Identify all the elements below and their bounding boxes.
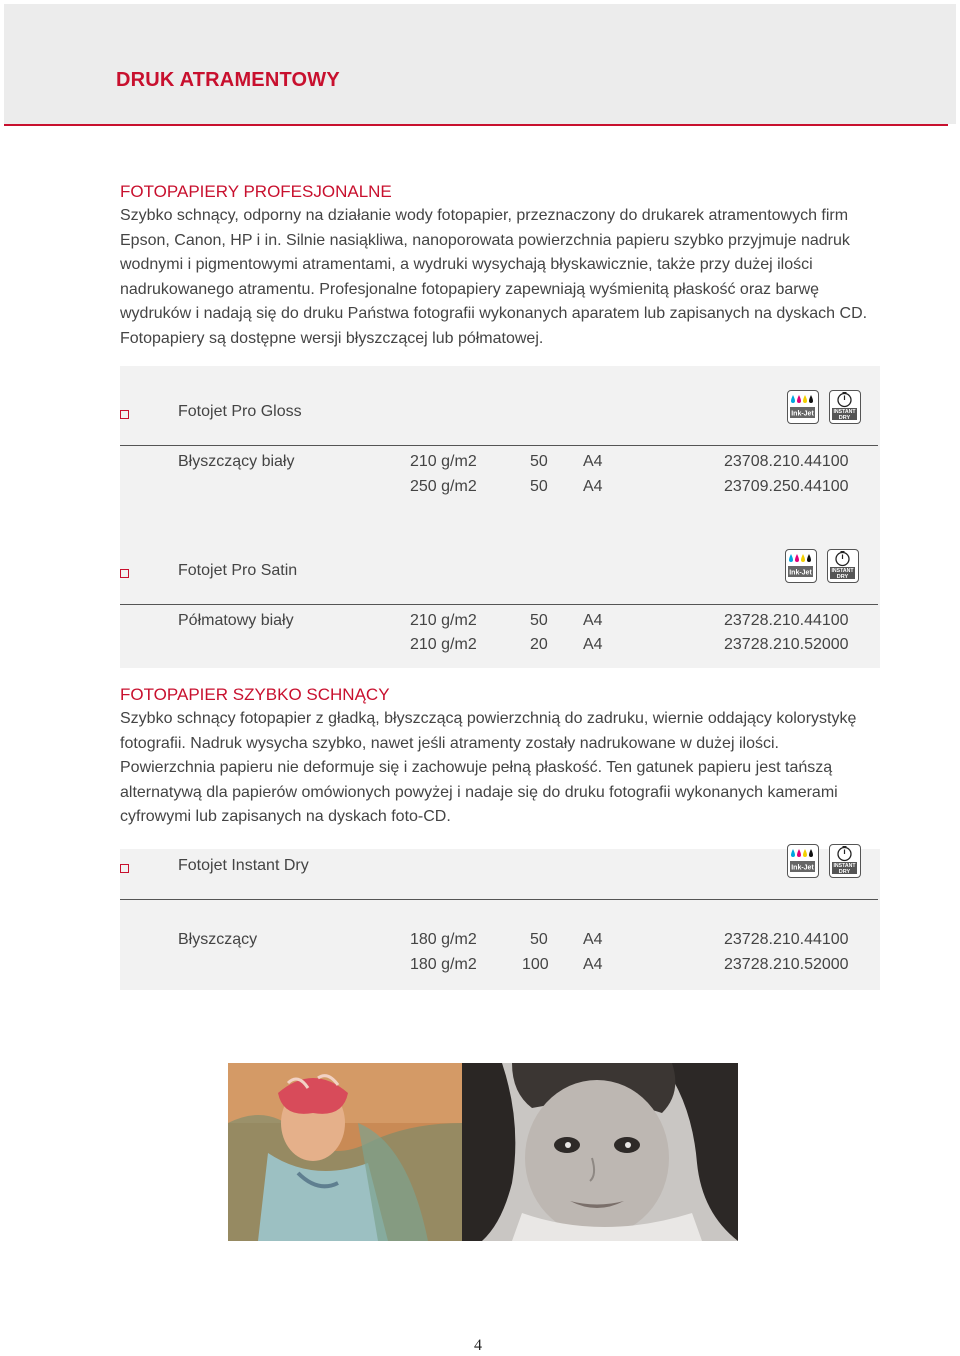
product-name: Fotojet Pro Satin bbox=[178, 562, 298, 579]
sheet-quantity: 100 bbox=[522, 956, 549, 973]
product-icons bbox=[787, 390, 861, 424]
svg-text:Ink-Jet: Ink-Jet bbox=[791, 864, 814, 872]
svg-text:Ink-Jet: Ink-Jet bbox=[789, 569, 812, 577]
table-row bbox=[120, 478, 880, 502]
product-icons bbox=[785, 549, 859, 583]
text-line: wodnymi i pigmentowymi atramentami, a wydruki wysychają błyskawicznie, także przy dużej ilości bbox=[120, 256, 813, 274]
instant-dry-icon bbox=[829, 390, 861, 424]
product-name: Fotojet Instant Dry bbox=[178, 857, 309, 874]
table-row bbox=[120, 956, 880, 980]
text-line: wydruków i nadają się do druku Państwa fotografii wykonanych aparatem lub zapisanych na dyskach CD. bbox=[120, 305, 868, 323]
sheet-quantity: 20 bbox=[530, 636, 548, 653]
text-line: alternatywą dla papierów omówionych powyżej i nadaje się do druku fotografii wykonanych kamerami bbox=[120, 783, 838, 801]
product-name: Fotojet Pro Gloss bbox=[178, 403, 302, 420]
inkjet-icon bbox=[785, 549, 817, 583]
section-title-quick-dry: FOTOPAPIER SZYBKO SCHNĄCY bbox=[120, 685, 390, 704]
product-code: 23728.210.44100 bbox=[724, 931, 849, 948]
product-code: 23709.250.44100 bbox=[724, 478, 849, 495]
paper-format: A4 bbox=[583, 636, 603, 653]
product-code: 23708.210.44100 bbox=[724, 453, 849, 470]
product-code: 23728.210.44100 bbox=[724, 612, 849, 629]
paper-type: Błyszczący biały bbox=[178, 453, 295, 470]
paper-weight: 180 g/m2 bbox=[410, 956, 477, 973]
paper-format: A4 bbox=[583, 956, 603, 973]
inkjet-icon bbox=[787, 390, 819, 424]
checkbox-icon[interactable] bbox=[120, 569, 129, 578]
sample-photo-portrait bbox=[462, 1063, 738, 1241]
sheet-quantity: 50 bbox=[530, 931, 548, 948]
svg-text:DRY: DRY bbox=[836, 574, 849, 580]
svg-text:INSTANT: INSTANT bbox=[833, 409, 856, 415]
header-band bbox=[4, 4, 956, 124]
paper-format: A4 bbox=[583, 453, 603, 470]
table-row bbox=[120, 636, 880, 660]
paper-format: A4 bbox=[583, 478, 603, 495]
text-line: nadrukowanego atramentu. Profesjonalne fotopapiery zapewniają wyśmienitą płaskość oraz barwę bbox=[120, 280, 820, 298]
checkbox-icon[interactable] bbox=[120, 410, 129, 419]
table-row bbox=[120, 453, 880, 477]
paper-weight: 210 g/m2 bbox=[410, 453, 477, 470]
product-code: 23728.210.52000 bbox=[724, 956, 849, 973]
svg-text:Ink-Jet: Ink-Jet bbox=[791, 410, 814, 418]
text-line: cyfrowymi lub zapisanych na dyskach foto-CD. bbox=[120, 808, 451, 826]
text-line: Epson, Canon, HP i in. Silnie nasiąkliwa, nanoporowata powierzchnia papieru szybko przyjmuje nadruk bbox=[120, 231, 850, 249]
sample-photo-watercolor bbox=[228, 1063, 462, 1241]
paper-format: A4 bbox=[583, 612, 603, 629]
instant-dry-icon bbox=[829, 844, 861, 878]
paper-weight: 210 g/m2 bbox=[410, 612, 477, 629]
divider bbox=[120, 445, 878, 446]
section-description-quick-dry bbox=[120, 707, 940, 830]
product-header bbox=[120, 403, 880, 427]
section-description-professional bbox=[120, 204, 935, 352]
paper-weight: 210 g/m2 bbox=[410, 636, 477, 653]
paper-format: A4 bbox=[583, 931, 603, 948]
paper-type: Półmatowy biały bbox=[178, 612, 294, 629]
inkjet-icon bbox=[787, 844, 819, 878]
svg-text:INSTANT: INSTANT bbox=[831, 568, 854, 574]
paper-weight: 180 g/m2 bbox=[410, 931, 477, 948]
svg-text:DRY: DRY bbox=[838, 869, 851, 875]
product-header bbox=[120, 857, 880, 881]
text-line: fotografii. Nadruk wysycha szybko, nawet jeśli atramenty zostały nadrukowane w dużej ilości. bbox=[120, 734, 779, 752]
section-title-professional: FOTOPAPIERY PROFESJONALNE bbox=[120, 182, 392, 201]
table-row bbox=[120, 612, 880, 636]
page-title: DRUK ATRAMENTOWY bbox=[116, 69, 340, 91]
text-line: Powierzchnia papieru nie deformuje się i zachowuje pełną płaskość. Ten gatunek papieru jest tańszą bbox=[120, 759, 833, 777]
sheet-quantity: 50 bbox=[530, 612, 548, 629]
checkbox-icon[interactable] bbox=[120, 864, 129, 873]
text-line: Szybko schnący, odporny na działanie wody fotopapier, przeznaczony do drukarek atramentowych firm bbox=[120, 207, 849, 224]
product-header bbox=[120, 562, 880, 586]
svg-text:INSTANT: INSTANT bbox=[833, 863, 856, 869]
page-number: 4 bbox=[474, 1337, 482, 1354]
svg-text:DRY: DRY bbox=[838, 415, 851, 421]
product-code: 23728.210.52000 bbox=[724, 636, 849, 653]
paper-weight: 250 g/m2 bbox=[410, 478, 477, 495]
instant-dry-icon bbox=[827, 549, 859, 583]
header-rule bbox=[4, 124, 948, 126]
product-icons bbox=[787, 844, 861, 878]
divider bbox=[120, 604, 878, 605]
sheet-quantity: 50 bbox=[530, 478, 548, 495]
table-row bbox=[120, 931, 880, 955]
text-line: Fotopapiery są dostępne wersji błyszczącej lub półmatowej. bbox=[120, 329, 544, 347]
sheet-quantity: 50 bbox=[530, 453, 548, 470]
text-line: Szybko schnący fotopapier z gładką, błyszczącą powierzchnią do zadruku, wiernie oddający kolorystykę bbox=[120, 710, 857, 727]
paper-type: Błyszczący bbox=[178, 931, 258, 948]
divider bbox=[120, 899, 878, 900]
